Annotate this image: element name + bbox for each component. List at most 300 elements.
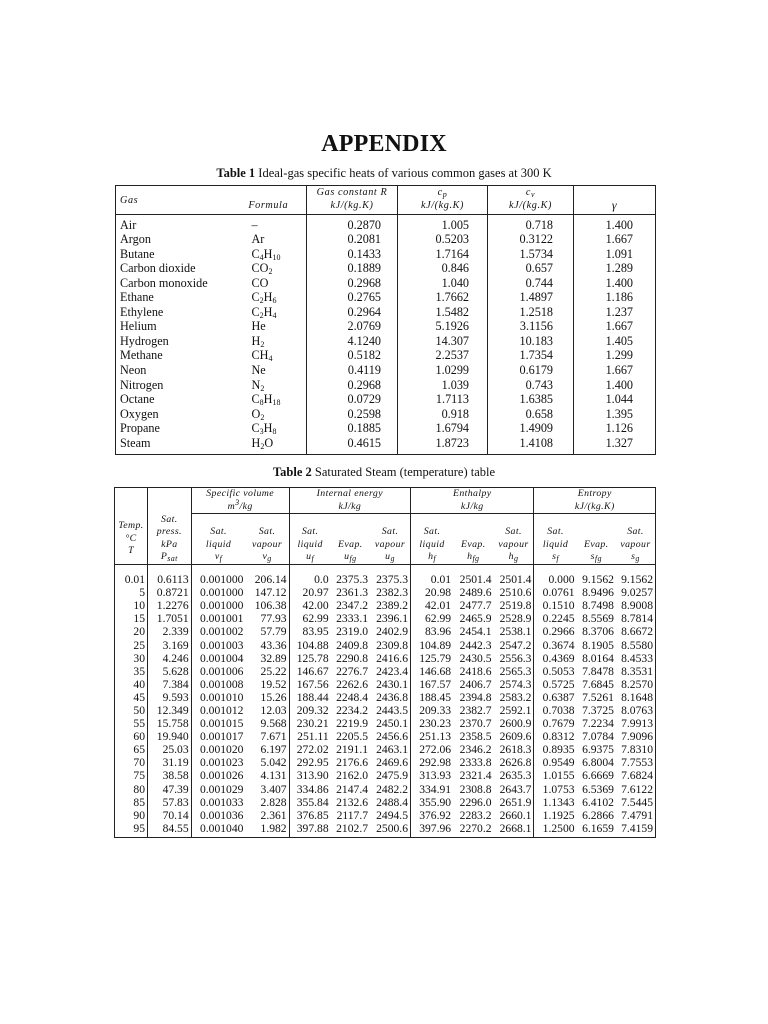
formula-subscript: 8 bbox=[259, 398, 264, 408]
ug-value: 2423.4 bbox=[376, 664, 408, 678]
temperature-value: 25 bbox=[133, 638, 145, 652]
pressure-value: 47.39 bbox=[148, 783, 192, 796]
gas-constant-title: Gas constant R bbox=[316, 187, 388, 198]
blank-header bbox=[115, 488, 148, 514]
gamma-value: 1.126 bbox=[574, 422, 656, 437]
sf-value: 0.5053 bbox=[534, 665, 577, 678]
gas-constant-header bbox=[307, 186, 398, 215]
vf-value: 0.001020 bbox=[191, 743, 245, 756]
ufg-value: 2205.5 bbox=[336, 730, 369, 744]
steam-row bbox=[115, 809, 656, 822]
formula-part: H bbox=[263, 246, 273, 261]
sf-value: 0.7038 bbox=[534, 704, 577, 717]
cv-value: 3.1156 bbox=[488, 320, 574, 335]
formula-subscript: 4 bbox=[268, 354, 273, 364]
temperature-value: 95 bbox=[133, 821, 145, 835]
uf-sat-label: Sat. bbox=[301, 526, 319, 538]
vf-value: 0.001017 bbox=[191, 730, 245, 743]
cv-value: 0.743 bbox=[488, 378, 574, 393]
sg-value: 7.6824 bbox=[621, 769, 653, 783]
ufg-value: 2191.1 bbox=[336, 743, 369, 757]
steam-row bbox=[115, 769, 656, 782]
hg-sat-label: Sat. bbox=[505, 526, 522, 538]
cp-value: 5.1926 bbox=[398, 320, 488, 335]
hg-value: 2609.6 bbox=[499, 730, 532, 744]
vg-value: 2.361 bbox=[260, 808, 287, 822]
sg-value: 8.9008 bbox=[621, 599, 653, 613]
ug-value: 2475.9 bbox=[376, 769, 408, 783]
vg-subscript: g bbox=[267, 554, 272, 564]
uf-value: 334.86 bbox=[289, 783, 331, 796]
uf-liquid-label: liquid bbox=[297, 538, 323, 550]
gas-constant-value: 2.0769 bbox=[307, 320, 398, 335]
gas-name: Air bbox=[120, 217, 137, 232]
ug-value: 2396.1 bbox=[376, 612, 408, 626]
uf-value: 62.99 bbox=[289, 612, 331, 625]
formula-part: C bbox=[251, 421, 260, 436]
sg-value: 8.6672 bbox=[621, 625, 653, 639]
hg-value: 2510.6 bbox=[499, 586, 532, 600]
sf-value: 0.8312 bbox=[534, 730, 577, 743]
sfg-value: 6.2866 bbox=[582, 808, 614, 822]
internal-energy-group-header bbox=[289, 488, 410, 514]
ufg-value: 2290.8 bbox=[336, 651, 369, 665]
gas-formula bbox=[231, 436, 307, 454]
steam-row bbox=[115, 822, 656, 838]
steam-row bbox=[115, 625, 656, 638]
ufg-value: 2361.3 bbox=[336, 586, 369, 600]
sfg-value: 6.1659 bbox=[582, 821, 614, 835]
ufg-evap-label: Evap. bbox=[338, 538, 363, 550]
steam-row bbox=[115, 652, 656, 665]
gas-row bbox=[116, 349, 656, 364]
hg-value: 2592.1 bbox=[499, 704, 532, 717]
vg-value: 15.26 bbox=[260, 690, 287, 704]
hg-value: 2668.1 bbox=[499, 821, 532, 835]
sf-value: 0.8935 bbox=[534, 743, 577, 756]
gas-constant-value: 0.1885 bbox=[307, 422, 398, 437]
hfg-value: 2308.8 bbox=[459, 782, 492, 796]
ug-value: 2436.8 bbox=[376, 690, 408, 704]
uf-value: 397.88 bbox=[289, 822, 331, 838]
hf-sat-label: Sat. bbox=[423, 526, 441, 538]
cp-value: 1.8723 bbox=[398, 436, 488, 454]
gas-header: Gas bbox=[116, 186, 231, 215]
steam-row bbox=[115, 639, 656, 652]
vf-value: 0.001033 bbox=[191, 796, 245, 809]
ufg-value: 2234.2 bbox=[336, 704, 369, 717]
sf-value: 0.6387 bbox=[534, 691, 577, 704]
gamma-value: 1.667 bbox=[574, 233, 656, 248]
formula-part: C bbox=[251, 304, 260, 319]
formula-subscript: 10 bbox=[272, 252, 281, 262]
hfg-value: 2394.8 bbox=[459, 690, 492, 704]
pressure-value: 25.03 bbox=[148, 743, 192, 756]
ufg-value: 2147.4 bbox=[336, 782, 369, 796]
vg-value: 12.03 bbox=[260, 704, 287, 717]
formula-part: CH bbox=[251, 348, 269, 363]
table2-caption-label: Table 2 bbox=[272, 465, 312, 479]
ug-value: 2482.2 bbox=[376, 782, 408, 796]
uf-value: 0.0 bbox=[289, 565, 331, 587]
sg-value: 8.7814 bbox=[621, 612, 653, 626]
gas-formula bbox=[231, 378, 307, 393]
table2-caption bbox=[0, 465, 768, 480]
gamma-value: 1.289 bbox=[574, 262, 656, 277]
hf-value: 292.98 bbox=[411, 756, 454, 769]
cv-value: 1.4108 bbox=[488, 436, 574, 454]
formula-part: H bbox=[263, 304, 273, 319]
ug-value: 2494.5 bbox=[376, 808, 408, 822]
sf-value: 0.4369 bbox=[534, 652, 577, 665]
cp-value: 0.846 bbox=[398, 262, 488, 277]
sg-symbol: s bbox=[631, 551, 636, 563]
hfg-value: 2465.9 bbox=[459, 612, 492, 626]
gas-formula bbox=[231, 291, 307, 306]
gas-row bbox=[116, 422, 656, 437]
pressure-value: 0.8721 bbox=[148, 586, 192, 599]
ufg-value: 2117.7 bbox=[336, 808, 369, 822]
gas-row bbox=[116, 305, 656, 320]
hfg-symbol: h bbox=[467, 551, 473, 563]
pressure-value: 57.83 bbox=[148, 796, 192, 809]
ug-value: 2309.8 bbox=[376, 638, 408, 652]
gas-row bbox=[116, 247, 656, 262]
sfg-symbol: s bbox=[590, 551, 595, 563]
hf-subscript: f bbox=[433, 554, 436, 564]
ufg-subscript: fg bbox=[349, 554, 357, 564]
gas-name: Steam bbox=[120, 435, 151, 450]
pressure-value: 70.14 bbox=[148, 809, 192, 822]
vf-value: 0.001004 bbox=[191, 652, 245, 665]
formula-subscript: 2 bbox=[259, 310, 264, 320]
vf-value: 0.001023 bbox=[191, 756, 245, 769]
blank-header bbox=[148, 488, 192, 514]
pressure-sat-label: Sat. bbox=[161, 513, 178, 525]
cv-value: 1.5734 bbox=[488, 247, 574, 262]
steam-row bbox=[115, 565, 656, 587]
pressure-value: 15.758 bbox=[148, 717, 192, 730]
temp-label: Temp. bbox=[118, 519, 144, 531]
gamma-value: 1.299 bbox=[574, 349, 656, 364]
enthalpy-title: Enthalpy bbox=[452, 488, 492, 499]
cv-value: 1.6385 bbox=[488, 392, 574, 407]
pressure-label: press. bbox=[156, 526, 182, 538]
gas-constant-value: 0.2598 bbox=[307, 407, 398, 422]
vf-value: 0.001036 bbox=[191, 809, 245, 822]
formula-subscript: 2 bbox=[260, 441, 265, 451]
sg-value: 7.9913 bbox=[621, 717, 653, 731]
sfg-value: 6.9375 bbox=[582, 743, 614, 757]
sfg-value: 7.0784 bbox=[582, 730, 614, 744]
ufg-value: 2162.0 bbox=[336, 769, 369, 783]
temperature-value: 10 bbox=[133, 599, 145, 613]
gas-formula bbox=[231, 349, 307, 364]
temperature-value: 30 bbox=[133, 651, 145, 665]
cp-header bbox=[398, 186, 488, 215]
ufg-value: 2219.9 bbox=[336, 717, 369, 731]
steam-row bbox=[115, 796, 656, 809]
formula-part: Ne bbox=[251, 363, 266, 377]
hg-value: 2583.2 bbox=[499, 690, 532, 704]
formula-part: Ar bbox=[251, 232, 265, 247]
hf-value: 272.06 bbox=[411, 743, 454, 756]
hf-value: 188.45 bbox=[411, 691, 454, 704]
sf-header bbox=[534, 514, 577, 565]
table1-caption bbox=[0, 166, 768, 181]
temperature-value: 0.01 bbox=[124, 573, 145, 587]
gas-constant-value: 4.1240 bbox=[307, 334, 398, 349]
sf-liquid-label: liquid bbox=[542, 538, 569, 550]
ufg-value: 2333.1 bbox=[336, 612, 369, 626]
hf-value: 209.33 bbox=[411, 704, 454, 717]
formula-part: C bbox=[251, 246, 260, 261]
uf-value: 167.56 bbox=[289, 678, 331, 691]
hfg-value: 2370.7 bbox=[459, 717, 492, 731]
sg-value: 8.4533 bbox=[621, 651, 653, 665]
temperature-value: 70 bbox=[133, 756, 145, 770]
hf-value: 251.13 bbox=[411, 730, 454, 743]
ug-value: 2375.3 bbox=[376, 573, 408, 587]
sf-value: 0.2245 bbox=[534, 612, 577, 625]
specific-volume-title: Specific volume bbox=[206, 488, 274, 499]
cv-value: 0.658 bbox=[488, 407, 574, 422]
ufg-header bbox=[331, 514, 370, 565]
gas-formula bbox=[231, 305, 307, 320]
hf-liquid-label: liquid bbox=[419, 538, 445, 550]
sfg-value: 6.4102 bbox=[582, 795, 614, 809]
sg-value: 8.5580 bbox=[621, 638, 653, 652]
hg-value: 2651.9 bbox=[499, 795, 532, 809]
steam-row bbox=[115, 756, 656, 769]
pressure-value: 12.349 bbox=[148, 704, 192, 717]
pressure-value: 31.19 bbox=[148, 756, 192, 769]
hf-value: 355.90 bbox=[411, 796, 454, 809]
ug-value: 2389.2 bbox=[376, 599, 408, 613]
sfg-value: 6.5369 bbox=[582, 782, 614, 796]
ug-subscript: g bbox=[390, 554, 395, 564]
hfg-value: 2283.2 bbox=[459, 808, 492, 822]
hfg-value: 2442.3 bbox=[459, 638, 492, 652]
ug-sat-label: Sat. bbox=[381, 526, 399, 538]
temperature-value: 65 bbox=[133, 743, 145, 757]
cp-subscript: p bbox=[442, 190, 448, 199]
cv-value: 10.183 bbox=[488, 334, 574, 349]
gas-formula bbox=[231, 334, 307, 349]
vg-value: 3.407 bbox=[260, 782, 287, 796]
formula-subscript: 2 bbox=[259, 296, 264, 306]
table1-caption-label: Table 1 bbox=[216, 166, 256, 180]
hf-value: 230.23 bbox=[411, 717, 454, 730]
sg-sat-label: Sat. bbox=[627, 526, 644, 538]
hfg-value: 2270.2 bbox=[459, 821, 492, 835]
gas-constant-value: 0.5182 bbox=[307, 349, 398, 364]
hfg-value: 2406.7 bbox=[459, 677, 492, 691]
gamma-value: 1.327 bbox=[574, 436, 656, 454]
ufg-value: 2102.7 bbox=[336, 821, 369, 835]
hf-value: 0.01 bbox=[411, 565, 454, 587]
pressure-value: 38.58 bbox=[148, 769, 192, 782]
hfg-value: 2382.7 bbox=[459, 704, 492, 717]
formula-part: C bbox=[251, 290, 260, 305]
vg-value: 19.52 bbox=[260, 677, 287, 691]
uf-value: 125.78 bbox=[289, 652, 331, 665]
vg-value: 147.12 bbox=[254, 586, 287, 600]
gas-formula bbox=[231, 233, 307, 248]
sf-value: 0.2966 bbox=[534, 625, 577, 638]
gas-name: Carbon monoxide bbox=[120, 275, 208, 290]
sfg-value: 7.8478 bbox=[582, 664, 614, 678]
cv-value: 1.4897 bbox=[488, 291, 574, 306]
sfg-subscript: fg bbox=[594, 554, 602, 564]
cv-value: 0.6179 bbox=[488, 363, 574, 378]
formula-part: CO bbox=[251, 261, 269, 276]
vg-value: 4.131 bbox=[260, 769, 287, 783]
cp-value: 1.040 bbox=[398, 276, 488, 291]
table2-body bbox=[115, 565, 656, 838]
hg-value: 2528.9 bbox=[499, 612, 532, 626]
formula-part: H bbox=[263, 421, 273, 436]
cp-value: 1.6794 bbox=[398, 422, 488, 437]
steam-row bbox=[115, 743, 656, 756]
formula-part: C bbox=[251, 392, 260, 407]
gas-formula bbox=[231, 262, 307, 277]
gas-constant-value: 0.2870 bbox=[307, 215, 398, 233]
temperature-value: 55 bbox=[133, 717, 145, 731]
sfg-value: 8.5569 bbox=[582, 612, 614, 626]
gas-row bbox=[116, 407, 656, 422]
gas-formula bbox=[231, 392, 307, 407]
sg-value: 7.5445 bbox=[621, 795, 653, 809]
hf-value: 313.93 bbox=[411, 769, 454, 782]
cp-value: 1.0299 bbox=[398, 363, 488, 378]
ug-value: 2443.5 bbox=[376, 704, 408, 717]
hfg-value: 2454.1 bbox=[459, 625, 492, 639]
gas-row bbox=[116, 233, 656, 248]
ufg-symbol: u bbox=[344, 551, 350, 563]
hg-value: 2635.3 bbox=[499, 769, 532, 783]
cv-symbol: c bbox=[525, 187, 531, 198]
steam-row bbox=[115, 678, 656, 691]
hg-value: 2618.3 bbox=[499, 743, 532, 757]
gamma-value: 1.395 bbox=[574, 407, 656, 422]
gas-formula bbox=[231, 422, 307, 437]
temp-header bbox=[115, 514, 148, 565]
sfg-value: 8.1905 bbox=[582, 638, 614, 652]
ufg-value: 2409.8 bbox=[336, 638, 369, 652]
pressure-value: 4.246 bbox=[148, 652, 192, 665]
cp-value: 0.918 bbox=[398, 407, 488, 422]
gas-name: Ethylene bbox=[120, 304, 164, 319]
hf-value: 334.91 bbox=[411, 783, 454, 796]
vf-value: 0.001002 bbox=[191, 625, 245, 638]
hfg-value: 2333.8 bbox=[459, 756, 492, 770]
sfg-value: 9.1562 bbox=[582, 573, 614, 587]
vf-value: 0.001008 bbox=[191, 678, 245, 691]
gas-row bbox=[116, 276, 656, 291]
specific-volume-group-header bbox=[191, 488, 289, 514]
gamma-value: 1.237 bbox=[574, 305, 656, 320]
enthalpy-group-header bbox=[411, 488, 534, 514]
sg-value: 9.0257 bbox=[621, 586, 653, 600]
formula-part: N bbox=[251, 377, 261, 392]
ug-header bbox=[370, 514, 410, 565]
temperature-value: 50 bbox=[133, 704, 145, 717]
gas-formula bbox=[231, 407, 307, 422]
temperature-value: 75 bbox=[133, 769, 145, 783]
vg-value: 43.36 bbox=[260, 638, 287, 652]
vf-value: 0.001001 bbox=[191, 612, 245, 625]
gas-name: Butane bbox=[120, 246, 155, 261]
specific-volume-unit: m bbox=[227, 500, 236, 512]
formula-subscript: 4 bbox=[272, 310, 277, 320]
specific-volume-unit-tail: /kg bbox=[239, 500, 253, 512]
uf-value: 188.44 bbox=[289, 691, 331, 704]
sf-value: 0.000 bbox=[534, 565, 577, 587]
sfg-value: 8.9496 bbox=[582, 586, 614, 600]
uf-value: 230.21 bbox=[289, 717, 331, 730]
entropy-unit: kJ/(kg.K) bbox=[574, 500, 615, 512]
gas-constant-value: 0.0729 bbox=[307, 392, 398, 407]
ug-value: 2469.6 bbox=[376, 756, 408, 770]
gamma-value: 1.044 bbox=[574, 392, 656, 407]
sg-value: 7.7553 bbox=[621, 756, 653, 770]
steam-row bbox=[115, 730, 656, 743]
cv-value: 0.657 bbox=[488, 262, 574, 277]
hf-value: 20.98 bbox=[411, 586, 454, 599]
sg-value: 7.8310 bbox=[621, 743, 653, 757]
sf-value: 0.7679 bbox=[534, 717, 577, 730]
page-title: APPENDIX bbox=[321, 131, 447, 157]
sfg-value: 7.6845 bbox=[582, 677, 614, 691]
internal-energy-unit: kJ/kg bbox=[338, 500, 362, 512]
vf-value: 0.001006 bbox=[191, 665, 245, 678]
pressure-value: 0.6113 bbox=[148, 565, 192, 587]
formula-part: H bbox=[263, 392, 273, 407]
pressure-value: 9.593 bbox=[148, 691, 192, 704]
temperature-value: 90 bbox=[133, 808, 145, 822]
vf-value: 0.001000 bbox=[191, 586, 245, 599]
sf-value: 1.0155 bbox=[534, 769, 577, 782]
pressure-subscript: sat bbox=[167, 554, 178, 564]
vf-sat-label: Sat. bbox=[210, 526, 227, 538]
vg-value: 1.982 bbox=[260, 821, 287, 835]
hg-value: 2626.8 bbox=[499, 756, 532, 770]
gamma-header: γ bbox=[574, 186, 656, 215]
ideal-gas-table bbox=[115, 185, 656, 455]
specific-volume-unit-exponent: 3 bbox=[235, 497, 240, 507]
gas-formula bbox=[231, 276, 307, 291]
cp-value: 2.2537 bbox=[398, 349, 488, 364]
sfg-value: 7.3725 bbox=[582, 704, 614, 717]
hg-header bbox=[494, 514, 534, 565]
sg-value: 7.6122 bbox=[621, 782, 653, 796]
uf-value: 209.32 bbox=[289, 704, 331, 717]
steam-row bbox=[115, 586, 656, 599]
uf-value: 146.67 bbox=[289, 665, 331, 678]
temp-symbol: T bbox=[128, 545, 134, 557]
hg-symbol: h bbox=[508, 551, 514, 563]
temperature-value: 40 bbox=[133, 677, 145, 691]
hfg-value: 2346.2 bbox=[459, 743, 492, 757]
hf-value: 397.96 bbox=[411, 822, 454, 838]
uf-value: 376.85 bbox=[289, 809, 331, 822]
cv-value: 1.2518 bbox=[488, 305, 574, 320]
formula-subscript: 2 bbox=[268, 267, 273, 277]
sg-value: 7.4159 bbox=[621, 821, 653, 835]
formula-subscript: 2 bbox=[260, 412, 265, 422]
vg-value: 9.568 bbox=[260, 717, 287, 731]
